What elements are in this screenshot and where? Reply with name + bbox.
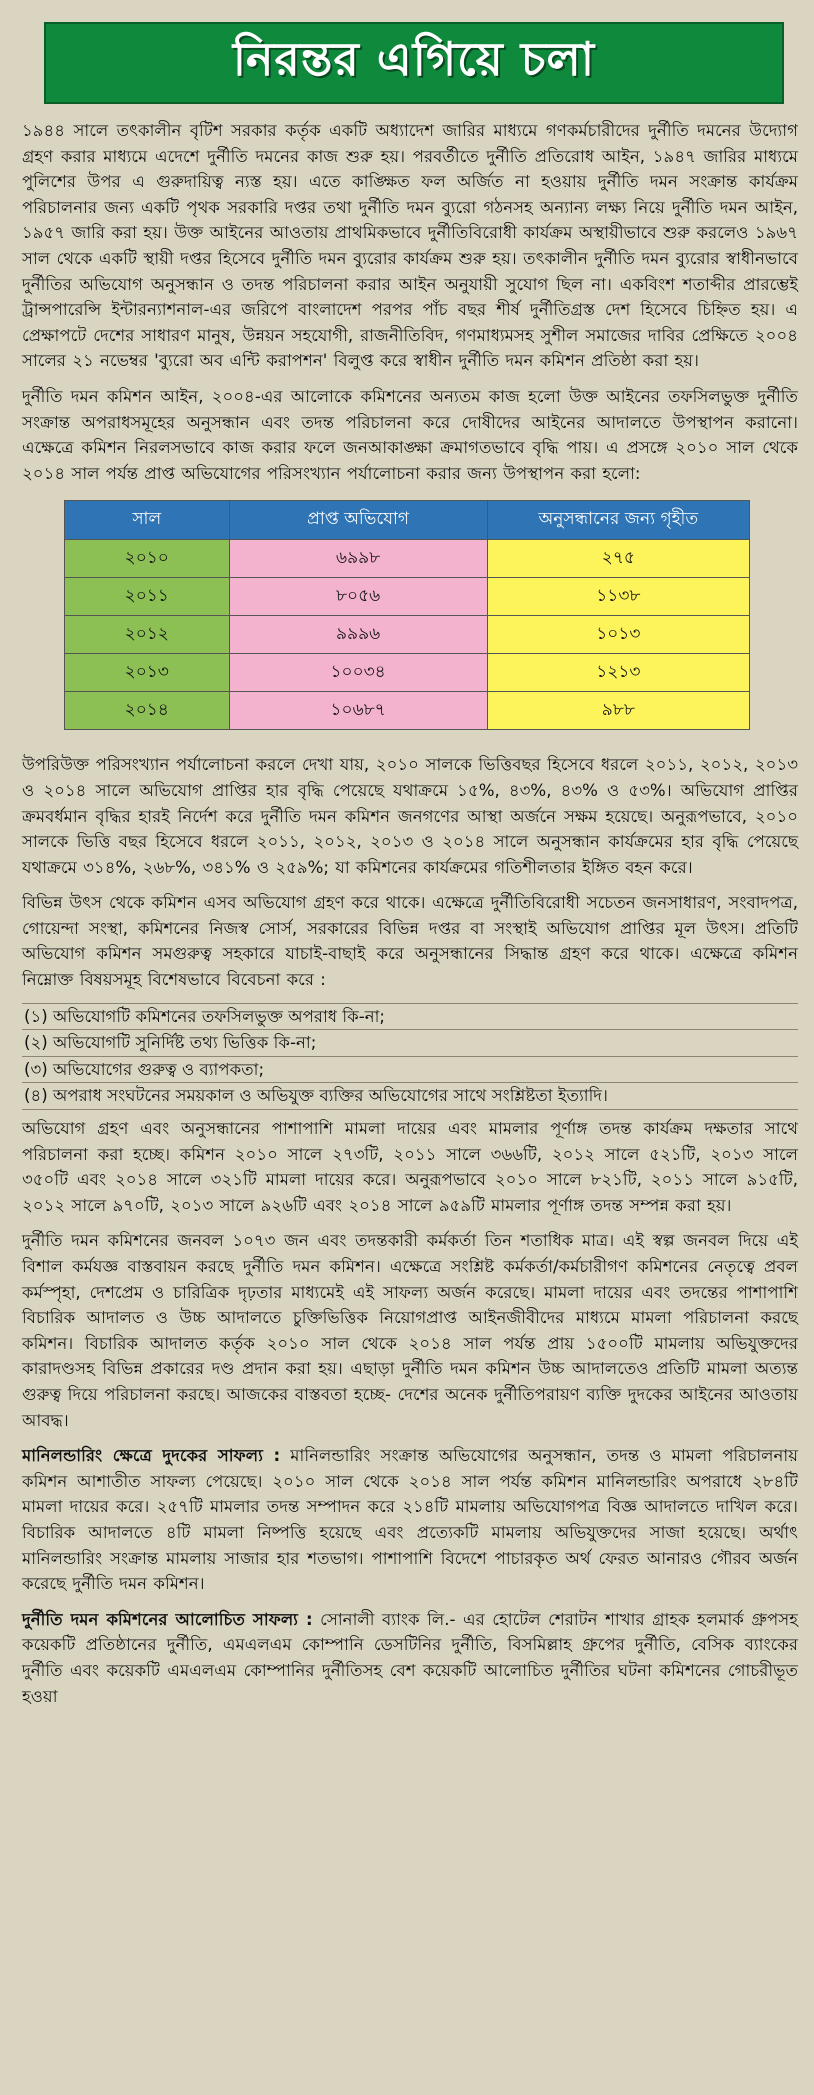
- section-text-money-laundering: মানিলন্ডারিং সংক্রান্ত অভিযোগের অনুসন্ধান, তদন্ত ও মামলা পরিচালনায় কমিশন আশাতীত সাফল্য পেয়েছে। ২০১০ সাল থেকে ২০১৪ সাল পর্যন্ত কমিশন মানিলন্ডারিং অপরাধে ২৮৪টি মামলা দায়ের করে। ২৫৭টি মামলার তদন্ত সম্পাদন করে ২১৪টি মামলায় অভিযোগপত্র বিজ্ঞ আদালতে দাখিল করে। বিচারিক আদালতে ৪টি মামলা নিষ্পত্তি হয়েছে এবং প্রত্যেকটি মামলায় অভিযুক্তদের সাজা হয়েছে। অর্থাৎ মানিলন্ডারিং সংক্রান্ত মামলায় সাজার হার শতভাগ। পাশাপাশি বিদেশে পাচারকৃত অর্থ ফেরত আনারও গৌরব অর্জন করেছে দুর্নীতি দমন কমিশন।: [22, 1446, 798, 1594]
- table-row: [65, 578, 750, 616]
- cell-received: ৬৯৯৮: [229, 540, 487, 578]
- cell-year: ২০১৪: [65, 692, 230, 730]
- cell-received: ১০৬৮৭: [229, 692, 487, 730]
- cell-received: ১০০৩৪: [229, 654, 487, 692]
- list-item: (৩) অভিযোগের গুরুত্ব ও ব্যাপকতা;: [22, 1057, 798, 1084]
- section-text-notable-success: সোনালী ব্যাংক লি.- এর হোটেল শেরাটন শাখার গ্রাহক হলমার্ক গ্রুপসহ কয়েকটি প্রতিষ্ঠানের দুর্নীতি, এমএলএম কোম্পানি ডেসটিনির দুর্নীতি, বিসমিল্লাহ গ্রুপের দুর্নীতি, বেসিক ব্যাংকের দুর্নীতি এবং কয়েকটি এমএলএম কোম্পানির দুর্নীতিসহ বেশ কয়েকটি আলোচিত দুর্নীতির ঘটনা কমিশনের গোচরীভূত হওয়া: [22, 1609, 798, 1706]
- title-banner: [44, 22, 784, 104]
- criteria-list: [22, 1003, 798, 1110]
- cell-received: ৮০৫৬: [229, 578, 487, 616]
- table-row: [65, 692, 750, 730]
- cell-year: ২০১১: [65, 578, 230, 616]
- list-item: (১) অভিযোগটি কমিশনের তফসিলভুক্ত অপরাধ কি-না;: [22, 1003, 798, 1031]
- section-lead-notable-success: দুর্নীতি দমন কমিশনের আলোচিত সাফল্য :: [22, 1609, 313, 1629]
- paragraph-manpower: দুর্নীতি দমন কমিশনের জনবল ১০৭৩ জন এবং তদন্তকারী কর্মকর্তা তিন শতাধিক মাত্র। এই স্বল্প জনবল দিয়ে এই বিশাল কর্মযজ্ঞ বাস্তবায়ন করছে দুর্নীতি দমন কমিশন। এক্ষেত্রে সংশ্লিষ্ট কর্মকর্তা/কর্মচারীগণ কমিশনের নেতৃত্বে প্রবল কর্মস্পৃহা, দেশপ্রেম ও চারিত্রিক দৃঢ়তার মাধ্যমেই এই সাফল্য অর্জন করেছে। মামলা দায়ের এবং তদন্তের পাশাপাশি বিচারিক আদালত ও উচ্চ আদালতে চুক্তিভিত্তিক নিয়োগপ্রাপ্ত আইনজীবীদের মাধ্যমে মামলা পরিচালনা করছে কমিশন। বিচারিক আদালত কর্তৃক ২০১০ সাল থেকে ২০১৪ সাল পর্যন্ত প্রায় ১৫০০টি মামলায় অভিযুক্তদের কারাদণ্ডসহ বিভিন্ন প্রকারের দণ্ড প্রদান করা হয়। এছাড়া দুর্নীতি দমন কমিশন উচ্চ আদালতেও প্রতিটি মামলা অত্যন্ত গুরুত্ব দিয়ে পরিচালনা করছে। আজকের বাস্তবতা হচ্ছে- দেশের অনেক দুর্নীতিপরায়ণ ব্যক্তি দুদকের আইনের আওতায় আবদ্ধ।: [22, 1231, 798, 1430]
- header-year: সাল: [65, 501, 230, 540]
- table-row: [65, 654, 750, 692]
- cell-year: ২০১২: [65, 616, 230, 654]
- header-investigated: অনুসন্ধানের জন্য গৃহীত: [487, 501, 749, 540]
- cell-investigated: ২৭৫: [487, 540, 749, 578]
- cell-investigated: ৯৮৮: [487, 692, 749, 730]
- cell-received: ৯৯৯৬: [229, 616, 487, 654]
- cell-investigated: ১১৩৮: [487, 578, 749, 616]
- cell-investigated: ১০১৩: [487, 616, 749, 654]
- paragraph-history: ১৯৪৪ সালে তৎকালীন বৃটিশ সরকার কর্তৃক একটি অধ্যাদেশ জারির মাধ্যমে গণকর্মচারীদের দুর্নীতি দমনের উদ্যোগ গ্রহণ করার মাধ্যমে এদেশে দুর্নীতি দমনের কাজ শুরু হয়। পরবর্তীতে দুর্নীতি প্রতিরোধ আইন, ১৯৪৭ জারির মাধ্যমে পুলিশের উপর এ গুরুদায়িত্ব ন্যস্ত হয়। এতে কাঙ্ক্ষিত ফল অর্জিত না হওয়ায় দুর্নীতি দমন সংক্রান্ত কার্যক্রম পরিচালনার জন্য একটি পৃথক সরকারি দপ্তর তথা দুর্নীতি দমন ব্যুরো গঠনসহ অন্যান্য লক্ষ্য নিয়ে দুর্নীতি দমন আইন, ১৯৫৭ জারি করা হয়। উক্ত আইনের আওতায় প্রাথমিকভাবে দুর্নীতিবিরোধী কার্যক্রম অস্থায়ীভাবে শুরু করলেও ১৯৬৭ সাল থেকে একটি স্থায়ী দপ্তর হিসেবে দুর্নীতি দমন ব্যুরোর কার্যক্রম শুরু হয়। তৎকালীন দুর্নীতি দমন ব্যুরোর স্বাধীনভাবে দুর্নীতির অভিযোগ অনুসন্ধান ও তদন্ত পরিচালনা করার আইন অনুযায়ী সুযোগ ছিল না। একবিংশ শতাব্দীর প্রারম্ভেই ট্রান্সপারেন্সি ইন্টারন্যাশনাল-এর জরিপে বাংলাদেশ পরপর পাঁচ বছর শীর্ষ দুর্নীতিগ্রস্ত দেশ হিসেবে চিহ্নিত হয়। এ প্রেক্ষাপটে দেশের সাধারণ মানুষ, উন্নয়ন সহযোগী, রাজনীতিবিদ, গণমাধ্যমসহ সুশীল সমাজের দাবির প্রেক্ষিতে ২০০৪ সালের ২১ নভেম্বর 'ব্যুরো অব এন্টি করাপশন' বিলুপ্ত করে স্বাধীন দুর্নীতি দমন কমিশন প্রতিষ্ঠা করা হয়।: [22, 121, 798, 371]
- complaint-statistics-table: [64, 500, 750, 730]
- table-row: [65, 616, 750, 654]
- section-lead-money-laundering: মানিলন্ডারিং ক্ষেত্রে দুদকের সাফল্য :: [22, 1446, 281, 1466]
- paragraph-case-filing: অভিযোগ গ্রহণ এবং অনুসন্ধানের পাশাপাশি মামলা দায়ের এবং মামলার পূর্ণাঙ্গ তদন্ত কার্যক্রম দক্ষতার সাথে পরিচালনা করা হচ্ছে। কমিশন ২০১০ সালে ২৭৩টি, ২০১১ সালে ৩৬৬টি, ২০১২ সালে ৫২১টি, ২০১৩ সালে ৩৫০টি এবং ২০১৪ সালে ৩২১টি মামলা দায়ের করে। অনুরূপভাবে ২০১০ সালে ৮২১টি, ২০১১ সালে ৯১৫টি, ২০১২ সালে ৯৭০টি, ২০১৩ সালে ৯২৬টি এবং ২০১৪ সালে ৯৫৯টি মামলার পূর্ণাঙ্গ তদন্ত সম্পন্ন করা হয়।: [22, 1119, 798, 1215]
- list-item: (২) অভিযোগটি সুনির্দিষ্ট তথ্য ভিত্তিক কি-না;: [22, 1030, 798, 1057]
- paragraph-commission-work: দুর্নীতি দমন কমিশন আইন, ২০০৪-এর আলোকে কমিশনের অন্যতম কাজ হলো উক্ত আইনের তফসিলভুক্ত দুর্নীতি সংক্রান্ত অপরাধসমূহের অনুসন্ধান এবং তদন্ত পরিচালনা করে দোষীদের আইনের আদালতে উপস্থাপন করানো। এক্ষেত্রে কমিশন নিরলসভাবে কাজ করার ফলে জনআকাঙ্ক্ষা ক্রমাগতভাবে বৃদ্ধি পায়। এ প্রসঙ্গে ২০১০ সাল থেকে ২০১৪ সাল পর্যন্ত প্রাপ্ত অভিযোগের পরিসংখ্যান পর্যালোচনা করার জন্য উপস্থাপন করা হলো:: [22, 386, 798, 483]
- table-header-row: [65, 501, 750, 540]
- cell-investigated: ১২১৩: [487, 654, 749, 692]
- table-row: [65, 540, 750, 578]
- paragraph-notable-success: [22, 1607, 798, 1709]
- page-title: নিরন্তর এগিয়ে চলা: [232, 32, 596, 86]
- cell-year: ২০১০: [65, 540, 230, 578]
- paragraph-money-laundering: [22, 1443, 798, 1597]
- paragraph-complaint-sources: বিভিন্ন উৎস থেকে কমিশন এসব অভিযোগ গ্রহণ করে থাকে। এক্ষেত্রে দুর্নীতিবিরোধী সচেতন জনসাধারণ, সংবাদপত্র, গোয়েন্দা সংস্থা, কমিশনের নিজস্ব সোর্স, সরকারের বিভিন্ন দপ্তর বা সংস্থাই অভিযোগ প্রাপ্তির মূল উৎস। প্রতিটি অভিযোগ কমিশন সমগুরুত্ব সহকারে যাচাই-বাছাই করে অনুসন্ধানের সিদ্ধান্ত গ্রহণ করে থাকে। এক্ষেত্রে কমিশন নিম্নোক্ত বিষয়সমূহ বিশেষভাবে বিবেচনা করে :: [22, 893, 798, 990]
- cell-year: ২০১৩: [65, 654, 230, 692]
- list-item: (৪) অপরাধ সংঘটনের সময়কাল ও অভিযুক্ত ব্যক্তির অভিযোগের সাথে সংশ্লিষ্টতা ইত্যাদি।: [22, 1083, 798, 1110]
- header-received: প্রাপ্ত অভিযোগ: [229, 501, 487, 540]
- paragraph-statistics-analysis: উপরিউক্ত পরিসংখ্যান পর্যালোচনা করলে দেখা যায়, ২০১০ সালকে ভিত্তিবছর হিসেবে ধরলে ২০১১, ২০১২, ২০১৩ ও ২০১৪ সালে অভিযোগ প্রাপ্তির হার বৃদ্ধি পেয়েছে যথাক্রমে ১৫%, ৪৩%, ৪৩% ও ৫৩%। অভিযোগ প্রাপ্তির ক্রমবর্ধমান বৃদ্ধির হারই নির্দেশ করে দুর্নীতি দমন কমিশন জনগণের আস্থা অর্জনে সক্ষম হয়েছে। অনুরূপভাবে, ২০১০ সালকে ভিত্তি বছর হিসেবে ধরলে ২০১১, ২০১২, ২০১৩ ও ২০১৪ সালে অনুসন্ধান কার্যক্রমের হার বৃদ্ধি পেয়েছে যথাক্রমে ৩১৪%, ২৬৮%, ৩৪১% ও ২৫৯%; যা কমিশনের কার্যক্রমের গতিশীলতার ইঙ্গিত বহন করে।: [22, 755, 798, 877]
